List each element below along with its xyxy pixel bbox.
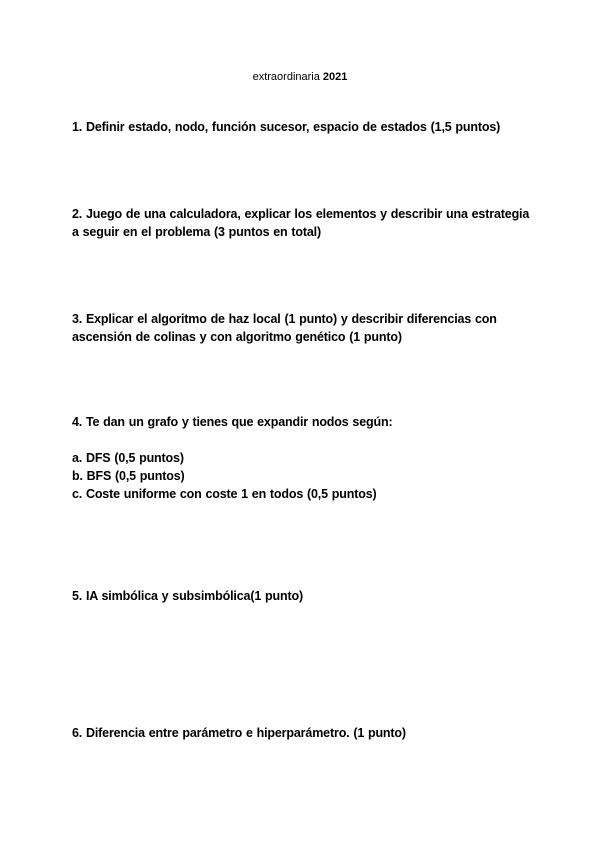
question-3 <box>72 310 532 346</box>
question-4-item-a: a. DFS (0,5 puntos) <box>72 451 184 465</box>
question-3-text: 3. Explicar el algoritmo de haz local (1 punto) y describir diferencias con ascensión de colinas y con algoritmo genético (1 punto) <box>72 312 497 344</box>
exam-year: 2021 <box>322 71 348 83</box>
exam-header <box>0 70 600 84</box>
question-4 <box>72 413 532 503</box>
question-6-text: 6. Diferencia entre parámetro e hiperparámetro. (1 punto) <box>72 726 406 740</box>
question-5 <box>72 587 532 605</box>
question-4-item-c: c. Coste uniforme con coste 1 en todos (0,5 puntos) <box>72 487 377 501</box>
question-1 <box>72 118 532 136</box>
question-1-text: 1. Definir estado, nodo, función sucesor, espacio de estados (1,5 puntos) <box>72 120 501 134</box>
question-4-item-b: b. BFS (0,5 puntos) <box>72 469 185 483</box>
question-2-text: 2. Juego de una calculadora, explicar los elementos y describir una estrategia a seguir en el problema (3 puntos en total) <box>72 207 530 239</box>
exam-session-label: extraordinaria <box>252 71 320 83</box>
spacer <box>72 431 532 449</box>
question-6 <box>72 724 532 742</box>
question-5-text: 5. IA simbólica y subsimbólica(1 punto) <box>72 589 303 603</box>
question-4-intro: 4. Te dan un grafo y tienes que expandir nodos según: <box>72 415 393 429</box>
question-2 <box>72 205 532 241</box>
